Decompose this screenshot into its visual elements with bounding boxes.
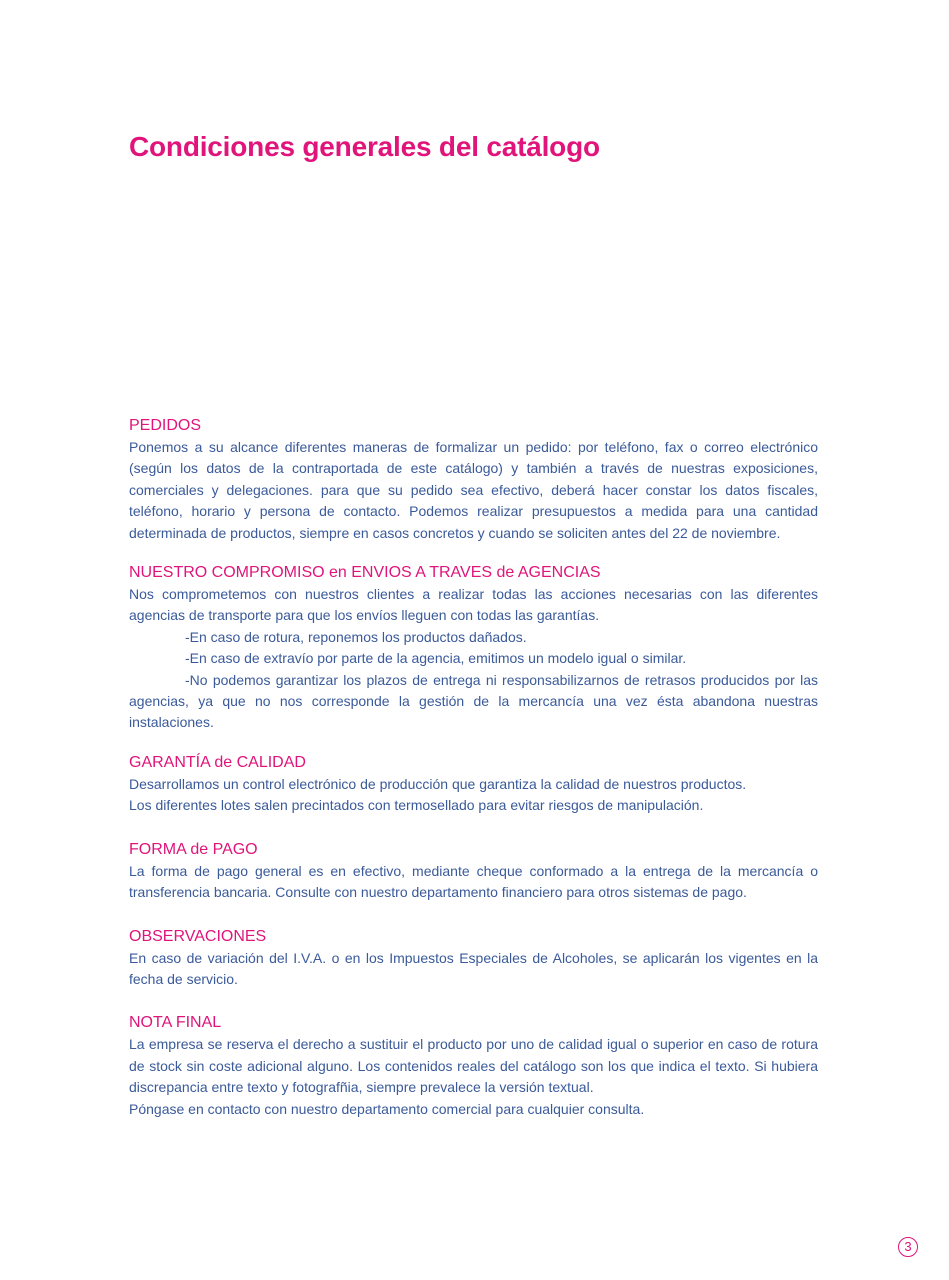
- section-heading: OBSERVACIONES: [129, 927, 267, 945]
- section-heading: GARANTÍA de CALIDAD: [129, 753, 306, 771]
- section-paragraph: Ponemos a su alcance diferentes maneras de formalizar un pedido: por teléfono, fax o correo electrónico (según los datos de la contraportada de este catálogo) y también a través de nuestras exposiciones, comerciales y delegaciones. para que su pedido sea efectivo, deberá hacer constar los datos fiscales, teléfono, horario y persona de contacto. Podemos realizar presupuestos a medida para una cantidad determinada de productos, siempre en casos concretos y cuando se soliciten antes del 22 de noviembre.: [129, 439, 818, 541]
- section-line: Desarrollamos un control electrónico de producción que garantiza la calidad de nuestros productos.: [129, 775, 747, 792]
- section-closing-line: Póngase en contacto con nuestro departamento comercial para cualquier consulta.: [129, 1100, 645, 1117]
- list-item: -En caso de rotura, reponemos los productos dañados.: [185, 628, 527, 645]
- list-item: -No podemos garantizar los plazos de entrega ni responsabilizarnos de retrasos producidos por las agencias, ya que no nos corresponde la gestión de la mercancía una vez ésta abandona nuestras instalaciones.: [129, 671, 818, 731]
- section-line: Los diferentes lotes salen precintados con termosellado para evitar riesgos de manipulación.: [129, 797, 704, 814]
- section-garantia-calidad: [129, 751, 818, 817]
- section-forma-pago: [129, 838, 818, 904]
- section-heading: NOTA FINAL: [129, 1014, 222, 1032]
- section-pedidos: [129, 414, 818, 544]
- section-heading: NUESTRO COMPROMISO en ENVIOS A TRAVES de AGENCIAS: [129, 564, 601, 582]
- section-observaciones: [129, 925, 818, 991]
- section-paragraph: La empresa se reserva el derecho a sustituir el producto por uno de calidad igual o superior en caso de rotura de stock sin coste adicional alguno. Los contenidos reales del catálogo son los que indica el texto. Si hubiera discrepancia entre texto y fotografñia, siempre prevalece la versión textual.: [129, 1036, 818, 1096]
- conditions-content: [129, 414, 818, 1120]
- section-paragraph: Nos comprometemos con nuestros clientes a realizar todas las acciones necesarias con las diferentes agencias de transporte para que los envíos lleguen con todas las garantías.: [129, 586, 818, 624]
- section-paragraph: En caso de variación del I.V.A. o en los Impuestos Especiales de Alcoholes, se aplicarán los vigentes en la fecha de servicio.: [129, 949, 818, 987]
- list-item: -En caso de extravío por parte de la agencia, emitimos un modelo igual o similar.: [185, 650, 687, 667]
- section-paragraph: La forma de pago general es en efectivo, mediante cheque conformado a la entrega de la mercancía o transferencia bancaria. Consulte con nuestro departamento financiero para otros sistemas de pago.: [129, 862, 818, 901]
- section-nota-final: [129, 1011, 818, 1120]
- section-heading: FORMA de PAGO: [129, 840, 258, 858]
- section-heading: PEDIDOS: [129, 417, 202, 434]
- page-title: Condiciones generales del catálogo: [129, 131, 600, 162]
- section-compromiso-envios: [129, 561, 818, 734]
- page-number-badge: 3: [898, 1237, 918, 1257]
